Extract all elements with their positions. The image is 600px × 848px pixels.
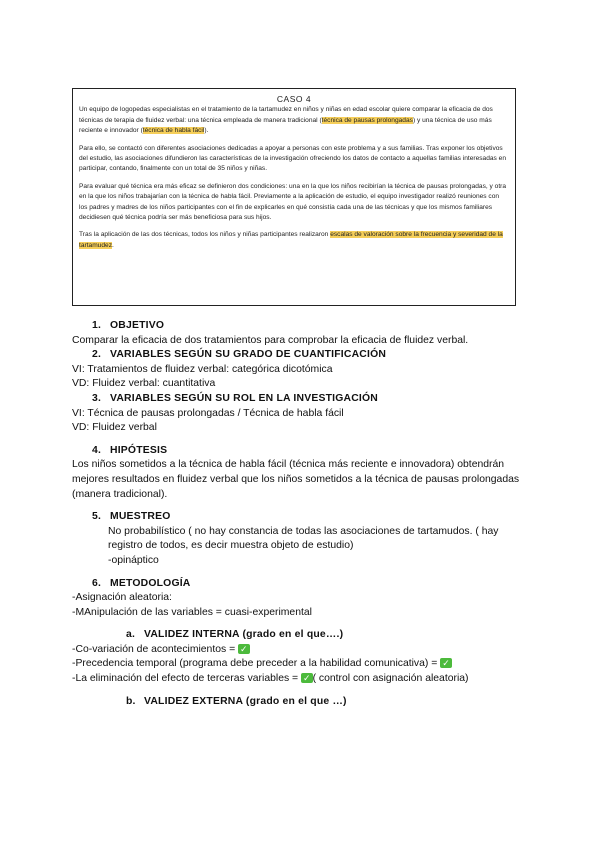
muestreo-line-2: registro de todos, es decir muestra objeto de estudio): [108, 540, 354, 552]
vd-rol: VD: Fluidez verbal: [72, 422, 157, 434]
line-text: -Precedencia temporal (programa debe preceder a la habilidad comunicativa) =: [72, 658, 441, 670]
validez-interna-line-3: [72, 672, 542, 687]
heading-title: HIPÓTESIS: [110, 444, 168, 456]
heading-number: 4.: [92, 444, 102, 456]
highlight-scales: escalas de valoración sobre la frecuencia y severidad de la tartamudez: [79, 231, 503, 249]
heading-number: 2.: [92, 349, 102, 361]
heading-letter: a.: [126, 629, 136, 641]
check-mark-icon: ✓: [240, 643, 248, 654]
heading-title: MUESTREO: [110, 511, 171, 523]
metodologia-line-2: -MAnipulación de las variables = cuasi-experimental: [72, 606, 312, 618]
vi-cuantificacion: VI: Tratamientos de fluidez verbal: categórica dicotómica: [72, 363, 333, 375]
heading-validez-interna: [72, 628, 542, 643]
heading-title: VALIDEZ INTERNA (grado en el que….): [144, 629, 344, 641]
case-paragraph-2: Para ello, se contactó con diferentes asociaciones dedicadas a apoyar a personas con este problema y a sus familias. Tras exponer los objetivos del estudio, las asociaciones difundieron las características de la investigación ofreciendo los datos de contacto a aquellas familias interesadas en participar, contando, finalmente con un total de 35 niños y niñas.: [79, 144, 507, 173]
case-paragraph-1: [79, 105, 509, 136]
heading-objetivo: [72, 319, 542, 334]
heading-number: 1.: [92, 320, 102, 331]
heading-number: 3.: [92, 392, 102, 404]
case-paragraph-3: Para evaluar qué técnica era más eficaz se definieron dos condiciones: una en la que los niños recibirían la técnica de pausas prolongadas, y otra en la que los niños trabajarían con la técnica de habla fácil. Previamente a la aplicación de estudio, el equipo investigador realizó reuniones con los padres y madres de los niños participantes con el fin de explicarles en qué consistía cada una de las técnicas y que los mismos familiares decidiesen qué técnica podría ser más beneficiosa para sus hijos.: [79, 182, 507, 222]
case-p4-text-b: .: [112, 241, 114, 249]
case-p1-text-b: ) y una técnica de uso más reciente e innovador (: [79, 116, 492, 135]
validez-interna-line-1: [72, 643, 542, 658]
line-text: -Co-variación de acontecimientos =: [72, 643, 239, 655]
heading-metodologia: [72, 577, 542, 592]
line-text: ( control con asignación aleatoria): [312, 673, 469, 685]
highlight-traditional-technique: técnica de pausas prolongadas: [321, 116, 413, 124]
vi-rol: VI: Técnica de pausas prolongadas / Técnica de habla fácil: [72, 407, 344, 419]
heading-variables-rol: [72, 392, 542, 407]
case-title: CASO 4: [276, 94, 312, 104]
heading-hipotesis: [72, 444, 542, 459]
hipotesis-text: Los niños sometidos a la técnica de habla fácil (técnica más reciente e innovadora) obtendrán mejores resultados en fluidez verbal que los niños sometidos a la técnica de pausas prolongadas (manera tradicional).: [72, 459, 520, 500]
validez-interna-line-2: [72, 657, 542, 672]
case-box: [72, 88, 516, 306]
case-p4-text-a: Tras la aplicación de las dos técnicas, todos los niños y niñas participantes realizaron: [79, 231, 331, 239]
heading-number: 5.: [92, 511, 102, 523]
heading-title: VARIABLES SEGÚN SU GRADO DE CUANTIFICACIÓN: [110, 349, 387, 361]
heading-muestreo: [72, 510, 542, 525]
heading-title: VARIABLES SEGÚN SU ROL EN LA INVESTIGACIÓN: [110, 392, 378, 404]
case-paragraph-4: [79, 230, 509, 251]
heading-number: 6.: [92, 577, 102, 589]
muestreo-line-1: No probabilístico ( no hay constancia de todas las asociaciones de tartamudos. ( hay: [108, 525, 499, 537]
highlight-new-technique: técnica de habla fácil: [142, 127, 205, 135]
vd-cuantificacion: VD: Fluidez verbal: cuantitativa: [72, 378, 216, 390]
answers: [72, 319, 542, 709]
heading-title: METODOLOGÍA: [110, 577, 191, 589]
objetivo-text: Comparar la eficacia de dos tratamientos para comprobar la eficacia de fluidez verbal.: [72, 334, 469, 346]
heading-variables-cuantificacion: [72, 348, 542, 363]
heading-title: OBJETIVO: [110, 320, 165, 331]
check-mark-icon: ✓: [442, 658, 450, 669]
case-p1-text-a: Un equipo de logopedas especialistas en el tratamiento de la tartamudez en niños y niñas en edad escolar quiere comparar la eficacia de dos técnicas de terapia de fluidez verbal: una técnica empleada de manera tradicional (: [79, 106, 493, 124]
heading-title: VALIDEZ EXTERNA (grado en el que …): [144, 695, 347, 707]
check-mark-icon: ✓: [303, 673, 311, 684]
metodologia-line-1: -Asignación aleatoria:: [72, 592, 172, 604]
case-p1-text-c: ).: [204, 127, 209, 135]
line-text: -La eliminación del efecto de terceras variables =: [72, 673, 302, 685]
muestreo-line-3: -opináptico: [108, 554, 159, 566]
heading-letter: b.: [126, 695, 136, 707]
heading-validez-externa: [72, 695, 542, 710]
